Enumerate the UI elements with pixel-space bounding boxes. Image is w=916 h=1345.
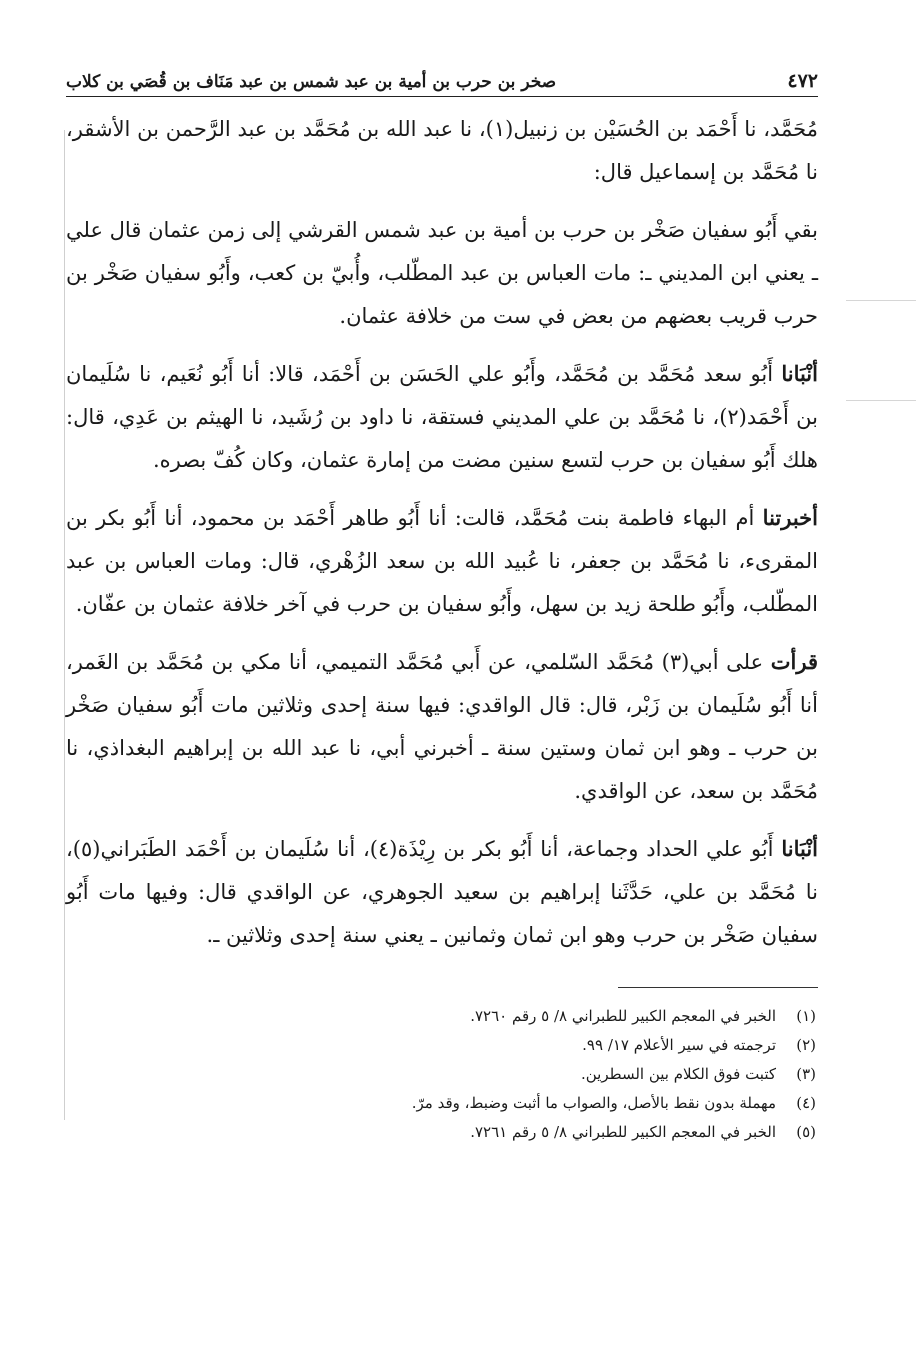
footnotes <box>66 1002 818 1147</box>
paragraph-text: مُحَمَّد، نا أَحْمَد بن الحُسَيْن بن زنبيل(١)، نا عبد الله بن مُحَمَّد بن عبد الرَّحمن بن الأشقر، نا مُحَمَّد بن إسماعيل قال: <box>66 117 818 184</box>
running-title: صخر بن حرب بن أمية بن عبد شمس بن عبد مَنَاف بن قُصَي بن كلاب <box>66 72 557 92</box>
body-text <box>66 107 818 957</box>
footnote-number: (٣) <box>796 1065 816 1083</box>
page-margin-line <box>64 130 65 1120</box>
paragraph <box>66 827 818 957</box>
footnote-number: (١) <box>796 1007 816 1025</box>
footnote-text: الخبر في المعجم الكبير للطبراني ٨/ ٥ رقم ٧٢٦٠. <box>470 1007 776 1025</box>
footnote-separator <box>618 987 818 988</box>
footnote-text: مهملة بدون نقط بالأصل، والصواب ما أثبت وضبط، وقد مرّ. <box>411 1094 776 1112</box>
paragraph-text: بقي أَبُو سفيان صَخْر بن حرب بن أمية بن عبد شمس القرشي إلى زمن عثمان قال علي ـ يعني ابن المديني ـ: مات العباس بن عبد المطّلب، وأُبيّ بن كعب، وأَبُو سفيان صَخْر بن حرب قريب بعضهم من بعض في ست من خلافة عثمان. <box>66 218 818 328</box>
paragraph <box>66 107 818 194</box>
paragraph-lead: أخبرتنا <box>762 505 818 530</box>
footnote <box>66 1031 816 1060</box>
footnote-text: ترجمته في سير الأعلام ١٧/ ٩٩. <box>582 1036 776 1054</box>
paragraph-text: أَبُو علي الحداد وجماعة، أنا أَبُو بكر بن رِيْذَة(٤)، أنا سُلَيمان بن أَحْمَد الطَبَراني(٥)، نا مُحَمَّد بن علي، حَدَّثَنا إبراهيم بن سعيد الجوهري، عن الواقدي قال: وفيها مات أَبُو سفيان صَخْر بن حرب وهو ابن ثمان وثمانين ـ يعني سنة إحدى وثلاثين ـ. <box>66 837 818 947</box>
margin-tick <box>846 300 916 301</box>
paragraph-text: أَبُو سعد مُحَمَّد بن مُحَمَّد، وأَبُو علي الحَسَن بن أَحْمَد، قالا: أنا أَبُو نُعَيم، نا سُلَيمان بن أَحْمَد(٢)، نا مُحَمَّد بن علي المديني فستقة، نا داود بن رُشَيد، نا الهيثم بن عَدِي، قال: هلك أَبُو سفيان بن حرب لتسع سنين مضت من إمارة عثمان، وكان كُفّ بصره. <box>66 362 818 472</box>
footnote-number: (٤) <box>796 1094 816 1112</box>
paragraph <box>66 208 818 338</box>
footnote <box>66 1060 816 1089</box>
footnote-text: كتبت فوق الكلام بين السطرين. <box>581 1065 776 1083</box>
paragraph <box>66 352 818 482</box>
footnote <box>66 1118 816 1147</box>
page-number: ٤٧٢ <box>787 70 818 92</box>
paragraph-lead: أنْبَانا <box>781 836 819 861</box>
paragraph-lead: قرأت <box>770 649 819 674</box>
paragraph-text: على أبي(٣) مُحَمَّد السّلمي، عن أَبي مُحَمَّد التميمي، أنا مكي بن مُحَمَّد بن الغَمر، أنا أَبُو سُلَيمان بن زَبْر، قال: قال الواقدي: فيها سنة إحدى وثلاثين مات أَبُو سفيان صَخْر بن حرب ـ وهو ابن ثمان وستين سنة ـ أخبرني أبي، نا عبد الله بن إبراهيم البغداذي، نا مُحَمَّد بن سعد، عن الواقدي. <box>66 650 818 803</box>
footnote-number: (٢) <box>796 1036 816 1054</box>
paragraph <box>66 640 818 813</box>
footnote-number: (٥) <box>796 1123 816 1141</box>
page-header <box>66 58 818 97</box>
margin-tick <box>846 400 916 401</box>
footnote <box>66 1089 816 1118</box>
paragraph-text: أم البهاء فاطمة بنت مُحَمَّد، قالت: أنا أَبُو طاهر أَحْمَد بن محمود، أنا أَبُو بكر بن المقرىء، نا مُحَمَّد بن جعفر، نا عُبيد الله بن سعد الزُهْري، قال: ومات العباس بن عبد المطّلب، وأَبُو طلحة زيد بن سهل، وأَبُو سفيان بن حرب في آخر خلافة عثمان بن عفّان. <box>66 506 818 616</box>
paragraph-lead: أنْبَانا <box>781 361 818 386</box>
book-page <box>66 58 818 1147</box>
footnote-text: الخبر في المعجم الكبير للطبراني ٨/ ٥ رقم ٧٢٦١. <box>470 1123 776 1141</box>
footnote <box>66 1002 816 1031</box>
paragraph <box>66 496 818 626</box>
